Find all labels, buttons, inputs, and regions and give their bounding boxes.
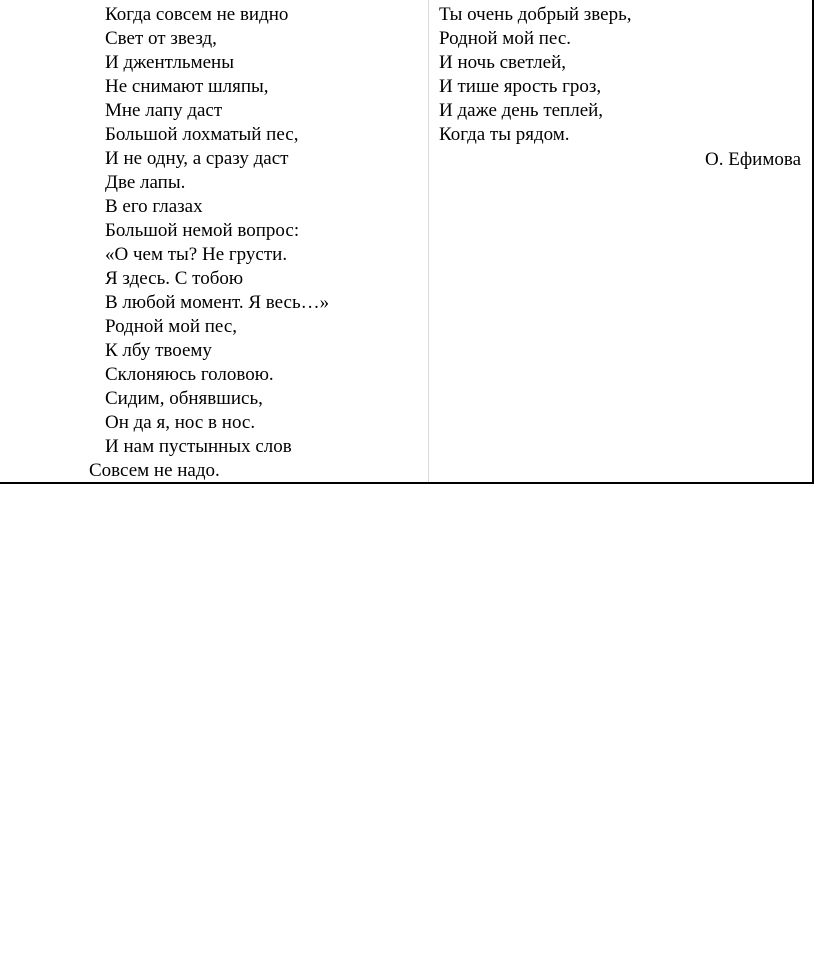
poem-table	[0, 0, 814, 484]
poem-line: Ты очень добрый зверь,	[439, 4, 632, 25]
poem-line: «О чем ты? Не грусти.	[105, 244, 288, 265]
poem-line: Я здесь. С тобою	[105, 268, 244, 289]
poem-line: Большой немой вопрос:	[105, 220, 300, 241]
poem-line: К лбу твоему	[105, 340, 212, 361]
column-divider	[428, 0, 429, 482]
poem-line: Родной мой пес,	[105, 316, 237, 337]
poem-line: Мне лапу даст	[105, 100, 223, 121]
poem-line: И ночь светлей,	[439, 52, 567, 73]
poem-line: Две лапы.	[105, 172, 186, 193]
poem-line: Когда ты рядом.	[439, 124, 570, 145]
poem-line: Он да я, нос в нос.	[105, 412, 256, 433]
poem-line: И тише ярость гроз,	[439, 76, 602, 97]
poem-line: Сидим, обнявшись,	[105, 388, 263, 409]
poem-line: Совсем не надо.	[89, 460, 220, 481]
poem-line: В любой момент. Я весь…»	[105, 292, 330, 313]
poem-line: Не снимают шляпы,	[105, 76, 269, 97]
poem-line: И даже день теплей,	[439, 100, 604, 121]
poem-line: И не одну, а сразу даст	[105, 148, 289, 169]
poem-line: Родной мой пес.	[439, 28, 571, 49]
poem-author: О. Ефимова	[705, 149, 801, 170]
poem-line: Свет от звезд,	[105, 28, 217, 49]
poem-line: И джентльмены	[105, 52, 234, 73]
poem-line: И нам пустынных слов	[105, 436, 292, 457]
poem-line: Большой лохматый пес,	[105, 124, 299, 145]
poem-line: Когда совсем не видно	[105, 4, 289, 25]
poem-line: В его глазах	[105, 196, 203, 217]
poem-line: Склоняюсь головою.	[105, 364, 274, 385]
